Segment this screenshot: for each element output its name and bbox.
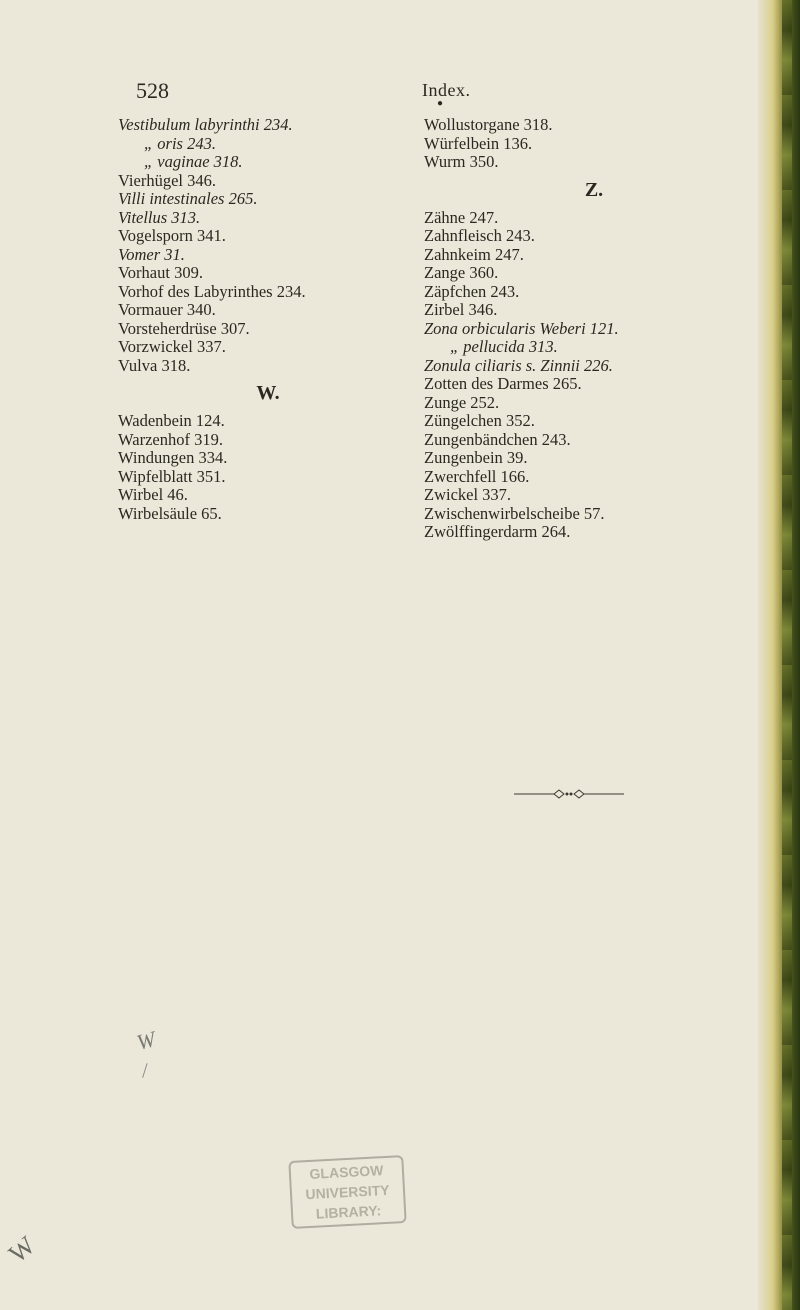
index-entry: „ vaginae 318.: [144, 152, 243, 171]
index-entry: Vorsteherdrüse 307.: [118, 318, 250, 338]
index-entry: Vitellus 313.: [118, 207, 201, 227]
running-head: Index.: [422, 80, 471, 100]
page-number: 528: [136, 78, 169, 103]
index-entry: Zähne 247.: [424, 207, 499, 227]
header-dot: ●: [437, 98, 444, 109]
right-entries-before: [424, 116, 764, 172]
stamp-line-3: LIBRARY:: [315, 1202, 382, 1222]
index-entry: „ oris 243.: [144, 133, 216, 153]
section-letter-z: Z.: [584, 178, 604, 201]
index-entry: Züngelchen 352.: [424, 411, 535, 430]
index-entry: „ pellucida 313.: [450, 337, 558, 356]
page-edge: [758, 0, 800, 1310]
index-entry: Warzenhof 319.: [118, 429, 223, 449]
index-entry: Zonula ciliaris s. Zinnii 226.: [424, 355, 613, 375]
index-entry: Vierhügel 346.: [118, 170, 216, 190]
index-entry: Würfelbein 136.: [424, 133, 533, 153]
index-entry: Vorhaut 309.: [118, 263, 203, 282]
index-entry: Vormauer 340.: [118, 300, 216, 319]
index-entry: Zange 360.: [424, 263, 499, 282]
section-letter-w: W.: [256, 382, 280, 404]
index-entry: Wadenbein 124.: [118, 411, 225, 430]
index-entry: Wurm 350.: [424, 152, 499, 171]
index-entry: Vogelsporn 341.: [118, 226, 226, 245]
right-column: [424, 116, 764, 542]
index-entry: Zona orbicularis Weberi 121.: [424, 318, 619, 338]
left-entries-before: [118, 116, 418, 375]
left-column: [118, 116, 418, 523]
index-entry: Zungenbändchen 243.: [424, 429, 571, 449]
index-entry: Zunge 252.: [424, 392, 500, 412]
index-entry: Zirbel 346.: [424, 300, 498, 319]
library-stamp: [288, 1155, 406, 1229]
index-entry: Zungenbein 39.: [424, 448, 528, 467]
index-entry: Zwölffingerdarm 264.: [424, 522, 571, 541]
stamp-line-1: GLASGOW: [309, 1162, 384, 1182]
end-ornament: [514, 787, 624, 801]
index-entry: Zäpfchen 243.: [424, 281, 520, 301]
stamp-line-2: UNIVERSITY: [305, 1181, 390, 1203]
index-entry: Villi intestinales 265.: [118, 189, 258, 208]
index-entry: Wollustorgane 318.: [424, 115, 553, 134]
pencil-mark-b: /: [140, 1059, 150, 1083]
index-entry: Wirbelsäule 65.: [118, 503, 222, 523]
right-entries-after: [424, 209, 764, 542]
index-entry: Wirbel 46.: [118, 485, 188, 504]
index-entry: Wipfelblatt 351.: [118, 466, 226, 486]
pencil-mark-a: W: [133, 1026, 159, 1055]
index-entry: Zahnkeim 247.: [424, 244, 524, 264]
index-entry: Zwickel 337.: [424, 485, 512, 504]
index-entry: Vulva 318.: [118, 355, 191, 375]
index-entry: Vorhof des Labyrinthes 234.: [118, 281, 306, 301]
index-entry: Zwerchfell 166.: [424, 466, 530, 486]
index-entry: Zwischenwirbelscheibe 57.: [424, 503, 605, 523]
index-entry: Vorzwickel 337.: [118, 337, 226, 356]
index-entry: Vomer 31.: [118, 244, 185, 264]
left-entries-after: [118, 412, 418, 523]
index-entry: Zahnfleisch 243.: [424, 226, 535, 245]
index-entry: Windungen 334.: [118, 448, 228, 467]
page-edge-strip: [782, 0, 792, 1310]
index-entry: Vestibulum labyrinthi 234.: [118, 115, 293, 134]
pencil-mark-c: W: [3, 1230, 41, 1269]
index-entry: Zotten des Darmes 265.: [424, 374, 582, 393]
